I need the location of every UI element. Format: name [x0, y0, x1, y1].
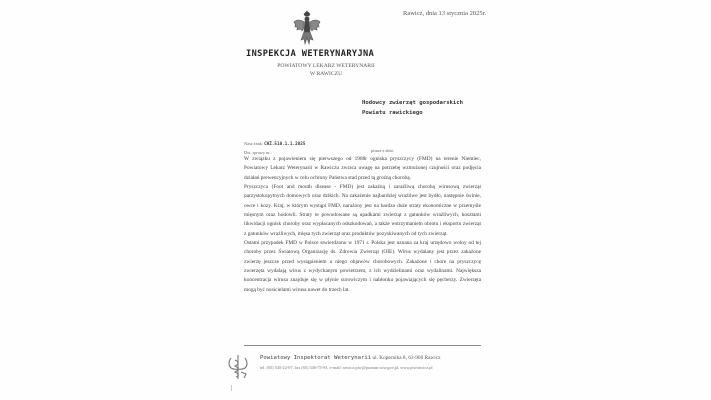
footer-organization — [260, 355, 440, 361]
recipient-line-2: Powiatu rawickiego — [362, 110, 423, 116]
reference-label: Nasz znak: — [244, 141, 263, 146]
case-number-label: Dot. sprawy nr.: — [244, 149, 272, 155]
paragraph-2: Pryszczyca (Foot and mouth disease - FMD) jest zakaźną i zaraźliwą chorobą wirusową zwierząt parzystokopytnych domowych oraz dzikich. Na zakażenie najbardziej wrażliwe jest bydło, następnie świnie, owce i kozy. Kraj, w którym wystąpi FMD, narażony jest na bardzo duże straty ekonomiczne w przemyśle mięsnym oraz hodowli. Straty te powodowane są upadkami zwierząt z gatunków wrażliwych, kosztami likwidacji ognisk choroby oraz wypłacanych odszkodowań, a także wstrzymaniem obrotu i eksportu zwierząt z gatunków wrażliwych, mięsa tych zwierząt oraz produktów pozyskiwanych od tych zwierząt. — [244, 184, 481, 237]
footer-contact: tel. (65) 545-22-07, fax (65) 546-75-93, e-mail: rawicz.piw@poznan.wiw.gov.pl, www.piwrawicz.pl — [260, 365, 433, 370]
subtitle-line-1: POWIATOWY LEKARZ WETERYNARII — [277, 63, 375, 69]
footer-address: ul. Kopernika 8, 63-900 Rawicz — [372, 355, 441, 361]
recipient-block — [362, 98, 463, 118]
caduceus-logo-icon — [225, 352, 251, 382]
recipient-line-1: Hodowcy zwierząt gospodarskich — [362, 100, 464, 106]
polish-eagle-emblem-icon — [292, 10, 322, 48]
paragraph-3: Ostatni przypadek FMD w Polsce stwierdzono w 1971 r. Polska jest uznana za kraj urzędowo wolny od tej choroby przez Światową Organizację ds. Zdrowia Zwierząt (OIE). Wirus wydalany jest przez zakażone zwierzę jeszcze przed wystąpieniem u niego objawów chorobowych. Zakażone i chore na pryszczycę zwierzęta wydalają wirus z wydychanym powietrzem, z ich wydzielinami oraz wydalinami. Największa koncentracja wirusa znajduje się w płynie surowiczym i nabłonku pojawiających się pęcherzy. Zwierzęta mogą być nosicielami wirusa nawet do trzech lat. — [244, 240, 481, 293]
letter-date-label: pisma z dnia: — [371, 148, 394, 153]
reference-number: CHŻ.510.1.1.2025 — [264, 142, 306, 147]
paragraph-1: W związku z pojawieniem się pierwszego od 1988r ogniska pryszczycy (FMD) na terenie Niemiec, Powiatowy Lekarz Weterynarii w Rawiczu zwraca uwagę na potrzebę wzmożonej czujności oraz podjęcia działań prewencyjnych w celu ochrony Państwa stad przed tą groźną chorobą. — [244, 156, 481, 181]
reference-block — [244, 140, 444, 156]
letter-date: Rawicz, dnia 13 stycznia 2025r. — [403, 10, 487, 17]
organization-subtitle — [262, 63, 390, 78]
reference-line-1 — [244, 140, 444, 149]
letter-body — [244, 155, 481, 295]
organization-title: INSPEKCJA WETERYNARYJNA — [246, 49, 375, 59]
subtitle-line-2: W RAWICZU — [309, 70, 343, 77]
scan-mark — [231, 385, 232, 391]
footer-org-name: Powiatowy Inspektorat Weterynarii — [260, 355, 372, 361]
footer-divider — [244, 345, 481, 346]
